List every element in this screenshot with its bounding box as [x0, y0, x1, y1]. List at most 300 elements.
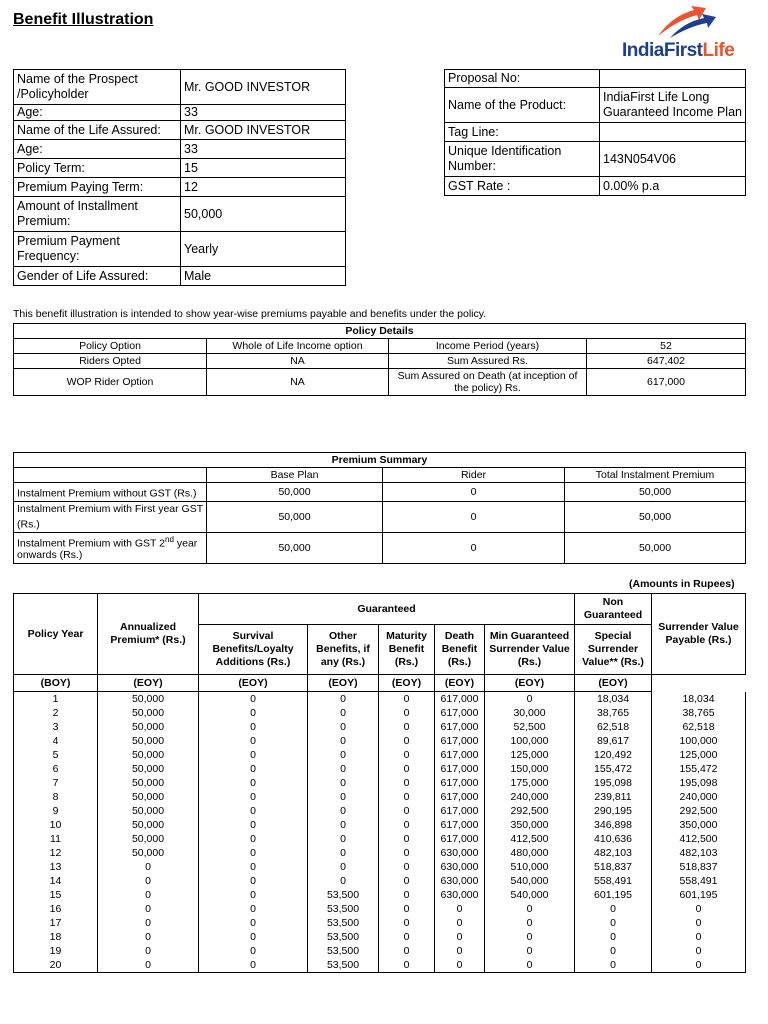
benefit-cell: 0	[199, 902, 308, 916]
benefit-cell: 617,000	[435, 748, 485, 762]
info-value: 33	[181, 105, 346, 121]
info-label: Unique Identification Number:	[445, 142, 600, 177]
benefit-cell: 350,000	[652, 818, 746, 832]
col-surrender-payable: Surrender Value Payable (Rs.)	[652, 594, 746, 675]
benefit-cell: 482,103	[575, 846, 652, 860]
premium-summary-value: 0	[383, 532, 565, 563]
benefit-cell: 12	[14, 846, 98, 860]
table-row	[14, 832, 746, 846]
benefit-cell: 0	[435, 958, 485, 973]
benefit-cell: 0	[199, 790, 308, 804]
info-value: IndiaFirst Life Long Guaranteed Income Plan	[600, 88, 746, 123]
benefit-cell: 53,500	[308, 888, 379, 902]
info-label: Tag Line:	[445, 123, 600, 142]
col-group-guaranteed: Guaranteed	[199, 594, 575, 625]
benefit-cell: 0	[379, 860, 435, 874]
benefit-cell: 0	[379, 804, 435, 818]
premium-summary-col-header: Rider	[383, 468, 565, 483]
benefit-cell: 53,500	[308, 944, 379, 958]
benefit-sub-header: Maturity Benefit (Rs.)	[379, 625, 435, 675]
benefit-cell: 20	[14, 958, 98, 973]
benefit-cell: 0	[485, 958, 575, 973]
info-label: Premium Paying Term:	[14, 178, 181, 197]
benefit-cell: 540,000	[485, 888, 575, 902]
info-value: 15	[181, 159, 346, 178]
table-row	[14, 734, 746, 748]
table-row	[14, 888, 746, 902]
benefit-cell: 50,000	[98, 776, 199, 790]
premium-summary-value: 50,000	[565, 501, 746, 532]
info-label: Age:	[14, 105, 181, 121]
benefit-cell: 0	[199, 860, 308, 874]
benefit-sub-header: Survival Benefits/Loyalty Additions (Rs.)	[199, 625, 308, 675]
policy-detail-cell: NA	[207, 354, 389, 369]
benefit-cell: 0	[485, 916, 575, 930]
benefit-cell: 0	[379, 902, 435, 916]
company-logo	[622, 6, 752, 62]
benefit-cell: 50,000	[98, 818, 199, 832]
benefit-cell: 100,000	[485, 734, 575, 748]
benefit-cell: 50,000	[98, 748, 199, 762]
benefit-cell: 0	[575, 944, 652, 958]
logo-text-accent: Life	[702, 40, 735, 61]
benefit-cell: 0	[652, 902, 746, 916]
benefit-cell: 518,837	[575, 860, 652, 874]
benefit-cell: 0	[652, 944, 746, 958]
table-row	[14, 874, 746, 888]
benefit-cell: 0	[98, 888, 199, 902]
info-label: Name of the Product:	[445, 88, 600, 123]
premium-summary-label-suffix: year onwards (Rs.)	[17, 537, 198, 562]
benefit-cell: 53,500	[308, 930, 379, 944]
info-label: Name of the Life Assured:	[14, 121, 181, 140]
premium-summary-table	[13, 452, 746, 564]
benefit-cell: 0	[308, 790, 379, 804]
premium-summary-row	[14, 483, 746, 502]
benefit-cell: 0	[308, 818, 379, 832]
benefit-cell: 50,000	[98, 846, 199, 860]
benefit-cell: 0	[199, 916, 308, 930]
benefit-cell: 0	[199, 706, 308, 720]
benefit-cell: 62,518	[652, 720, 746, 734]
benefit-cell: 195,098	[652, 776, 746, 790]
benefit-cell: 50,000	[98, 734, 199, 748]
intro-text: This benefit illustration is intended to show year-wise premiums payable and benefits under the policy.	[13, 308, 487, 320]
benefit-cell: 0	[199, 944, 308, 958]
benefit-cell: 0	[379, 832, 435, 846]
benefit-cell: 630,000	[435, 860, 485, 874]
policy-detail-cell: Whole of Life Income option	[207, 339, 389, 354]
benefit-cell: 239,811	[575, 790, 652, 804]
info-value: Yearly	[181, 232, 346, 267]
benefit-cell: 0	[485, 944, 575, 958]
benefit-cell: 630,000	[435, 888, 485, 902]
benefit-cell: 290,195	[575, 804, 652, 818]
benefit-cell: 617,000	[435, 790, 485, 804]
benefit-cell: 0	[379, 846, 435, 860]
premium-summary-label-sup: nd	[165, 534, 174, 544]
benefit-sub-header: Min Guaranteed Surrender Value (Rs.)	[485, 625, 575, 675]
benefit-cell: 0	[308, 804, 379, 818]
benefit-cell: 0	[379, 692, 435, 707]
table-row	[14, 930, 746, 944]
benefit-period-label: (EOY)	[199, 675, 308, 692]
benefit-cell: 0	[435, 916, 485, 930]
benefit-cell: 617,000	[435, 734, 485, 748]
benefit-cell: 19	[14, 944, 98, 958]
benefit-cell: 50,000	[98, 804, 199, 818]
benefit-cell: 50,000	[98, 762, 199, 776]
table-row	[14, 916, 746, 930]
benefit-cell: 38,765	[652, 706, 746, 720]
benefit-cell: 0	[379, 930, 435, 944]
benefit-cell: 0	[308, 860, 379, 874]
premium-summary-row	[14, 501, 746, 532]
benefit-cell: 0	[575, 958, 652, 973]
benefit-cell: 0	[308, 846, 379, 860]
benefit-cell: 11	[14, 832, 98, 846]
benefit-cell: 0	[308, 762, 379, 776]
benefit-cell: 0	[98, 860, 199, 874]
benefit-cell: 0	[379, 874, 435, 888]
product-info-table	[444, 69, 746, 196]
premium-summary-value: 50,000	[565, 483, 746, 502]
benefit-cell: 0	[308, 776, 379, 790]
benefit-cell: 89,617	[575, 734, 652, 748]
benefit-cell: 1	[14, 692, 98, 707]
benefit-cell: 0	[379, 748, 435, 762]
policy-details-heading: Policy Details	[14, 324, 746, 339]
policyholder-info-table	[13, 69, 346, 286]
benefit-cell: 558,491	[575, 874, 652, 888]
benefit-cell: 0	[199, 930, 308, 944]
benefit-cell: 50,000	[98, 720, 199, 734]
info-label: GST Rate :	[445, 177, 600, 196]
logo-text-primary: IndiaFirst	[622, 40, 703, 61]
table-row	[14, 958, 746, 973]
benefit-cell: 30,000	[485, 706, 575, 720]
benefit-cell: 53,500	[308, 902, 379, 916]
policy-detail-cell: Policy Option	[14, 339, 207, 354]
benefit-cell: 0	[98, 930, 199, 944]
benefit-cell: 0	[199, 832, 308, 846]
benefit-cell: 482,103	[652, 846, 746, 860]
premium-summary-heading: Premium Summary	[14, 453, 746, 468]
benefit-cell: 52,500	[485, 720, 575, 734]
info-value	[600, 70, 746, 88]
benefit-cell: 3	[14, 720, 98, 734]
benefit-cell: 0	[575, 916, 652, 930]
info-row	[14, 70, 346, 105]
benefit-cell: 0	[485, 902, 575, 916]
benefit-cell: 0	[199, 804, 308, 818]
policy-detail-cell: NA	[207, 369, 389, 396]
table-row	[14, 860, 746, 874]
benefit-cell: 0	[379, 720, 435, 734]
benefit-cell: 0	[308, 734, 379, 748]
benefit-cell: 0	[379, 734, 435, 748]
benefit-cell: 0	[379, 916, 435, 930]
benefit-cell: 0	[199, 762, 308, 776]
benefit-cell: 8	[14, 790, 98, 804]
benefit-cell: 53,500	[308, 916, 379, 930]
premium-summary-col-header	[14, 468, 207, 483]
benefit-cell: 630,000	[435, 874, 485, 888]
premium-summary-header	[14, 468, 746, 483]
benefit-cell: 617,000	[435, 818, 485, 832]
policy-detail-row	[14, 369, 746, 396]
table-row	[14, 692, 746, 707]
policy-detail-cell: 617,000	[587, 369, 746, 396]
info-row	[14, 121, 346, 140]
premium-summary-value: 50,000	[207, 483, 383, 502]
info-label: Age:	[14, 140, 181, 159]
benefit-cell: 0	[485, 930, 575, 944]
benefit-cell: 50,000	[98, 692, 199, 707]
benefit-cell: 0	[199, 748, 308, 762]
benefit-cell: 0	[199, 776, 308, 790]
premium-summary-value: 50,000	[207, 532, 383, 563]
benefit-cell: 617,000	[435, 720, 485, 734]
col-annualized-premium: Annualized Premium* (Rs.)	[98, 594, 199, 675]
benefit-table	[13, 593, 746, 973]
premium-summary-value: 0	[383, 483, 565, 502]
benefit-cell: 10	[14, 818, 98, 832]
benefit-cell: 540,000	[485, 874, 575, 888]
benefit-cell: 0	[379, 818, 435, 832]
benefit-cell: 617,000	[435, 762, 485, 776]
benefit-cell: 150,000	[485, 762, 575, 776]
info-value: 0.00% p.a	[600, 177, 746, 196]
table-row	[14, 790, 746, 804]
benefit-cell: 0	[379, 958, 435, 973]
premium-summary-label	[14, 501, 207, 532]
policy-detail-cell: Income Period (years)	[389, 339, 587, 354]
benefit-cell: 601,195	[575, 888, 652, 902]
benefit-cell: 5	[14, 748, 98, 762]
benefit-cell: 0	[435, 930, 485, 944]
benefit-cell: 350,000	[485, 818, 575, 832]
policy-detail-row	[14, 339, 746, 354]
benefit-cell: 0	[485, 692, 575, 707]
benefit-cell: 240,000	[652, 790, 746, 804]
benefit-period-label: (EOY)	[435, 675, 485, 692]
benefit-cell: 0	[308, 692, 379, 707]
benefit-cell: 38,765	[575, 706, 652, 720]
policy-detail-cell: 647,402	[587, 354, 746, 369]
info-value	[600, 123, 746, 142]
benefit-cell: 558,491	[652, 874, 746, 888]
benefit-cell: 0	[379, 790, 435, 804]
benefit-cell: 0	[199, 958, 308, 973]
info-value: 50,000	[181, 197, 346, 232]
policy-detail-cell: Sum Assured Rs.	[389, 354, 587, 369]
benefit-cell: 0	[379, 776, 435, 790]
benefit-cell: 0	[308, 720, 379, 734]
benefit-cell: 346,898	[575, 818, 652, 832]
benefit-period-label: (EOY)	[575, 675, 652, 692]
benefit-cell: 0	[379, 944, 435, 958]
table-row	[14, 818, 746, 832]
benefit-sub-header: Special Surrender Value** (Rs.)	[575, 625, 652, 675]
benefit-cell: 617,000	[435, 706, 485, 720]
benefit-cell: 0	[98, 916, 199, 930]
table-row	[14, 748, 746, 762]
info-row	[445, 70, 746, 88]
benefit-cell: 601,195	[652, 888, 746, 902]
info-label: Gender of Life Assured:	[14, 267, 181, 286]
policy-detail-cell: 52	[587, 339, 746, 354]
benefit-cell: 0	[435, 944, 485, 958]
benefit-cell: 0	[652, 958, 746, 973]
info-label: Amount of Installment Premium:	[14, 197, 181, 232]
benefit-cell: 510,000	[485, 860, 575, 874]
benefit-cell: 0	[308, 874, 379, 888]
info-row	[445, 123, 746, 142]
benefit-cell: 0	[575, 930, 652, 944]
info-row	[445, 177, 746, 196]
benefit-cell: 0	[199, 720, 308, 734]
benefit-cell: 0	[379, 762, 435, 776]
policy-detail-cell: Sum Assured on Death (at inception of the policy) Rs.	[389, 369, 587, 396]
info-row	[14, 267, 346, 286]
premium-summary-col-header: Total Instalment Premium	[565, 468, 746, 483]
benefit-period-label: (EOY)	[98, 675, 199, 692]
benefit-cell: 125,000	[652, 748, 746, 762]
col-policy-year: Policy Year	[14, 594, 98, 675]
info-row	[14, 105, 346, 121]
benefit-cell: 155,472	[575, 762, 652, 776]
benefit-cell: 412,500	[485, 832, 575, 846]
benefit-cell: 17	[14, 916, 98, 930]
benefit-cell: 155,472	[652, 762, 746, 776]
benefit-cell: 0	[199, 846, 308, 860]
benefit-period-label: (EOY)	[308, 675, 379, 692]
benefit-cell: 7	[14, 776, 98, 790]
premium-summary-value: 0	[383, 501, 565, 532]
info-row	[14, 197, 346, 232]
info-label: Name of the Prospect /Policyholder	[14, 70, 181, 105]
table-row	[14, 776, 746, 790]
benefit-cell: 175,000	[485, 776, 575, 790]
table-row	[14, 804, 746, 818]
info-label: Premium Payment Frequency:	[14, 232, 181, 267]
info-row	[14, 140, 346, 159]
benefit-cell: 0	[199, 874, 308, 888]
benefit-cell: 4	[14, 734, 98, 748]
premium-summary-label-text: Instalment Premium without GST (Rs.)	[17, 487, 197, 500]
premium-summary-col-header: Base Plan	[207, 468, 383, 483]
benefit-cell: 0	[435, 902, 485, 916]
benefit-cell: 0	[308, 748, 379, 762]
benefit-cell: 18,034	[652, 692, 746, 707]
premium-summary-label	[14, 483, 207, 502]
benefit-cell: 15	[14, 888, 98, 902]
benefit-cell: 50,000	[98, 832, 199, 846]
benefit-cell: 125,000	[485, 748, 575, 762]
amounts-note: (Amounts in Rupees)	[629, 578, 735, 590]
benefit-cell: 18,034	[575, 692, 652, 707]
benefit-cell: 0	[199, 734, 308, 748]
benefit-cell: 0	[98, 944, 199, 958]
benefit-period-label: (EOY)	[379, 675, 435, 692]
benefit-cell: 630,000	[435, 846, 485, 860]
policy-detail-row	[14, 354, 746, 369]
benefit-cell: 0	[379, 888, 435, 902]
info-value: 143N054V06	[600, 142, 746, 177]
benefit-period-label: (BOY)	[14, 675, 98, 692]
benefit-cell: 292,500	[485, 804, 575, 818]
logo-arrows-icon	[650, 6, 720, 40]
info-row	[445, 88, 746, 123]
benefit-cell: 412,500	[652, 832, 746, 846]
table-row	[14, 902, 746, 916]
benefit-period-label: (EOY)	[485, 675, 575, 692]
policy-detail-cell: WOP Rider Option	[14, 369, 207, 396]
benefit-cell: 0	[308, 706, 379, 720]
benefit-cell: 0	[199, 818, 308, 832]
page-title: Benefit Illustration	[13, 11, 154, 28]
benefit-cell: 18	[14, 930, 98, 944]
benefit-cell: 518,837	[652, 860, 746, 874]
premium-summary-row	[14, 532, 746, 563]
info-row	[445, 142, 746, 177]
table-row	[14, 720, 746, 734]
benefit-cell: 53,500	[308, 958, 379, 973]
benefit-sub-header: Other Benefits, if any (Rs.)	[308, 625, 379, 675]
benefit-cell: 50,000	[98, 706, 199, 720]
policy-details-table	[13, 323, 746, 396]
table-row	[14, 762, 746, 776]
benefit-cell: 100,000	[652, 734, 746, 748]
benefit-cell: 50,000	[98, 790, 199, 804]
col-group-non-guaranteed: Non Guaranteed	[575, 594, 652, 625]
info-value: 12	[181, 178, 346, 197]
benefit-cell: 6	[14, 762, 98, 776]
table-row	[14, 944, 746, 958]
benefit-cell: 0	[308, 832, 379, 846]
table-row	[14, 846, 746, 860]
table-row	[14, 706, 746, 720]
info-value: 33	[181, 140, 346, 159]
benefit-cell: 0	[199, 692, 308, 707]
info-row	[14, 178, 346, 197]
benefit-cell: 120,492	[575, 748, 652, 762]
info-row	[14, 159, 346, 178]
benefit-cell: 13	[14, 860, 98, 874]
benefit-sub-header: Death Benefit (Rs.)	[435, 625, 485, 675]
benefit-cell: 2	[14, 706, 98, 720]
benefit-cell: 617,000	[435, 776, 485, 790]
benefit-cell: 0	[98, 902, 199, 916]
benefit-cell: 62,518	[575, 720, 652, 734]
benefit-cell: 617,000	[435, 832, 485, 846]
premium-summary-label	[14, 532, 207, 563]
info-label: Proposal No:	[445, 70, 600, 88]
premium-summary-label-text: Instalment Premium with GST 2	[17, 537, 166, 550]
info-value: Male	[181, 267, 346, 286]
policy-detail-cell: Riders Opted	[14, 354, 207, 369]
info-value: Mr. GOOD INVESTOR	[181, 70, 346, 105]
benefit-cell: 240,000	[485, 790, 575, 804]
benefit-cell: 0	[98, 958, 199, 973]
benefit-cell: 617,000	[435, 692, 485, 707]
benefit-cell: 0	[379, 706, 435, 720]
premium-summary-value: 50,000	[207, 501, 383, 532]
benefit-cell: 16	[14, 902, 98, 916]
benefit-cell: 0	[575, 902, 652, 916]
premium-summary-label-text: Instalment Premium with First year GST (Rs.)	[17, 502, 203, 531]
